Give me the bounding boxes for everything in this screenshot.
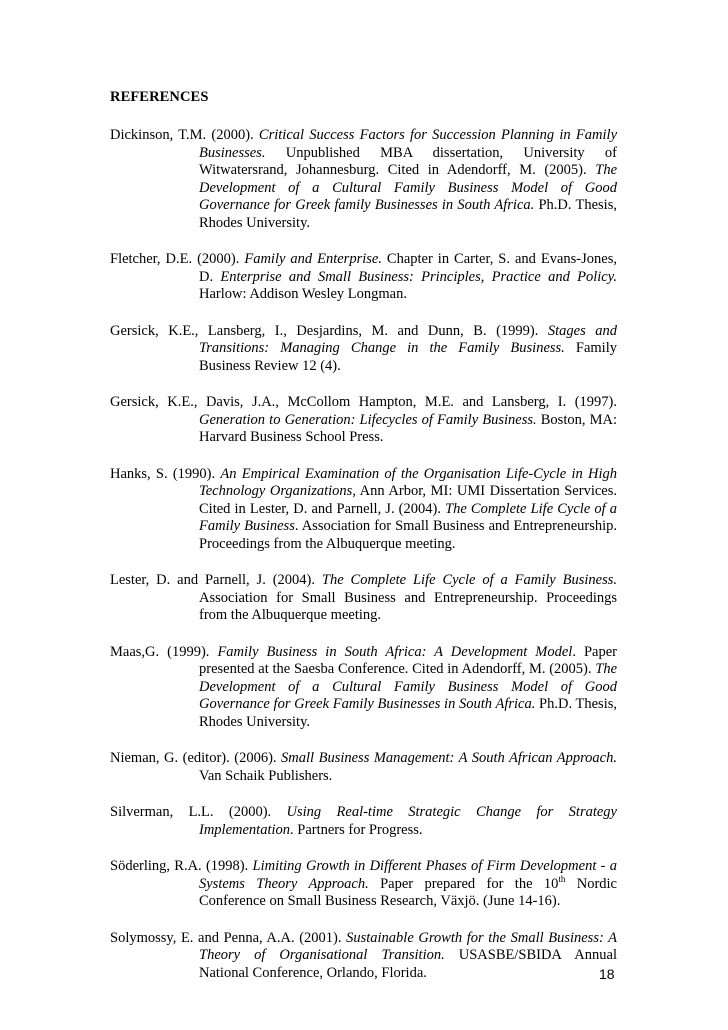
reference-text: Lester, D. and Parnell, J. (2004). [110,572,322,588]
reference-entry [110,394,617,447]
reference-text: Association for Small Business and Entrepreneurship. Proceedings from the Albuquerque meeting. [199,589,617,623]
reference-text: . Partners for Progress. [290,821,423,838]
reference-title: The Complete Life Cycle of a Family Business. [321,572,617,588]
reference-title: Generation to Generation: Lifecycles of Family Business. [199,411,537,428]
reference-title: An Empirical Examination of the Organisation Life-Cycle in High Technology Organizations, [199,465,618,499]
reference-title: Limiting Growth in Different Phases of Firm Development - a Systems Theory Approach. [199,858,617,892]
reference-title: Using Real-time Strategic Change for Strategy Implementation [199,804,617,838]
reference-title: Enterprise and Small Business: Principles, Practice and Policy. [220,268,617,285]
reference-entry [110,644,617,732]
reference-entry [110,466,617,554]
reference-text: Ann Arbor, MI: UMI Dissertation Services. Cited in Lester, D. and Parnell, J. (2004). [199,483,617,517]
reference-list [110,127,617,1001]
page-heading: REFERENCES [110,89,209,105]
reference-title: The Development of a Cultural Family Business Model of Good Governance for Greek Family Businesses in South Africa. [199,661,617,712]
reference-text: Unpublished MBA dissertation, University of Witwatersrand, Johannesburg. Cited in Adendorff, M. (2005). [199,144,617,178]
reference-text: Chapter in Carter, S. and Evans-Jones, D. [199,251,617,285]
reference-text: Harlow: Addison Wesley Longman. [199,286,407,302]
reference-text: USASBE/SBIDA Annual National Conference, Orlando, Florida. [199,947,617,981]
reference-text: Nordic Conference on Small Business Research, Växjö. (June 14-16). [199,875,617,909]
reference-entry [110,804,617,839]
reference-entry [110,572,617,625]
reference-text: . Paper presented at the Saesba Conference. Cited in Adendorff, M. (2005). [199,643,617,677]
reference-text: Paper prepared for the 10 [368,875,559,892]
reference-title: The Complete Life Cycle of a Family Business [199,500,617,534]
reference-title: Sustainable Growth for the Small Business: A Theory of Organisational Transition. [199,929,617,963]
reference-text: . Association for Small Business and Entrepreneurship. Proceedings from the Albuquerque meeting. [199,518,618,552]
reference-text: Hanks, S. (1990). [110,465,221,482]
reference-title: Family Business in South Africa: A Development Model [217,643,573,660]
page-number: 18 [599,966,615,982]
reference-entry [110,251,617,304]
reference-entry [110,750,617,785]
reference-text: Gersick, K.E., Lansberg, I., Desjardins, M. and Dunn, B. (1999). [110,322,548,339]
reference-text: Dickinson, T.M. (2000). [110,127,259,143]
reference-title: The Development of a Cultural Family Business Model of Good Governance for Greek family Businesses in South Africa. [199,162,617,213]
reference-text: Boston, MA: Harvard Business School Press. [199,411,617,445]
reference-superscript: th [558,873,566,884]
reference-text: Van Schaik Publishers. [199,767,333,784]
reference-text: Maas,G. (1999). [110,643,218,660]
reference-text: Ph.D. Thesis, Rhodes University. [199,197,617,231]
reference-entry [110,323,617,376]
reference-text: Gersick, K.E., Davis, J.A., McCollom Hampton, M.E. and Lansberg, I. (1997). [110,394,617,410]
reference-text: Nieman, G. (editor). (2006). [110,750,282,766]
reference-entry [110,127,617,232]
reference-title: Critical Success Factors for Succession Planning in Family Businesses. [199,127,617,161]
reference-text: Söderling, R.A. (1998). [110,858,253,874]
reference-entry [110,858,617,911]
reference-title: Small Business Management: A South African Approach. [281,750,617,766]
reference-text: Family Business Review 12 (4). [199,340,617,374]
reference-text: Solymossy, E. and Penna, A.A. (2001). [110,929,347,946]
reference-title: Stages and Transitions: Managing Change in the Family Business. [199,322,617,356]
reference-title: Family and Enterprise. [244,251,382,267]
reference-text: Silverman, L.L. (2000). [110,804,287,820]
reference-text: Ph.D. Thesis, Rhodes University. [199,696,617,730]
reference-entry [110,930,617,983]
reference-text: Fletcher, D.E. (2000). [110,251,245,267]
